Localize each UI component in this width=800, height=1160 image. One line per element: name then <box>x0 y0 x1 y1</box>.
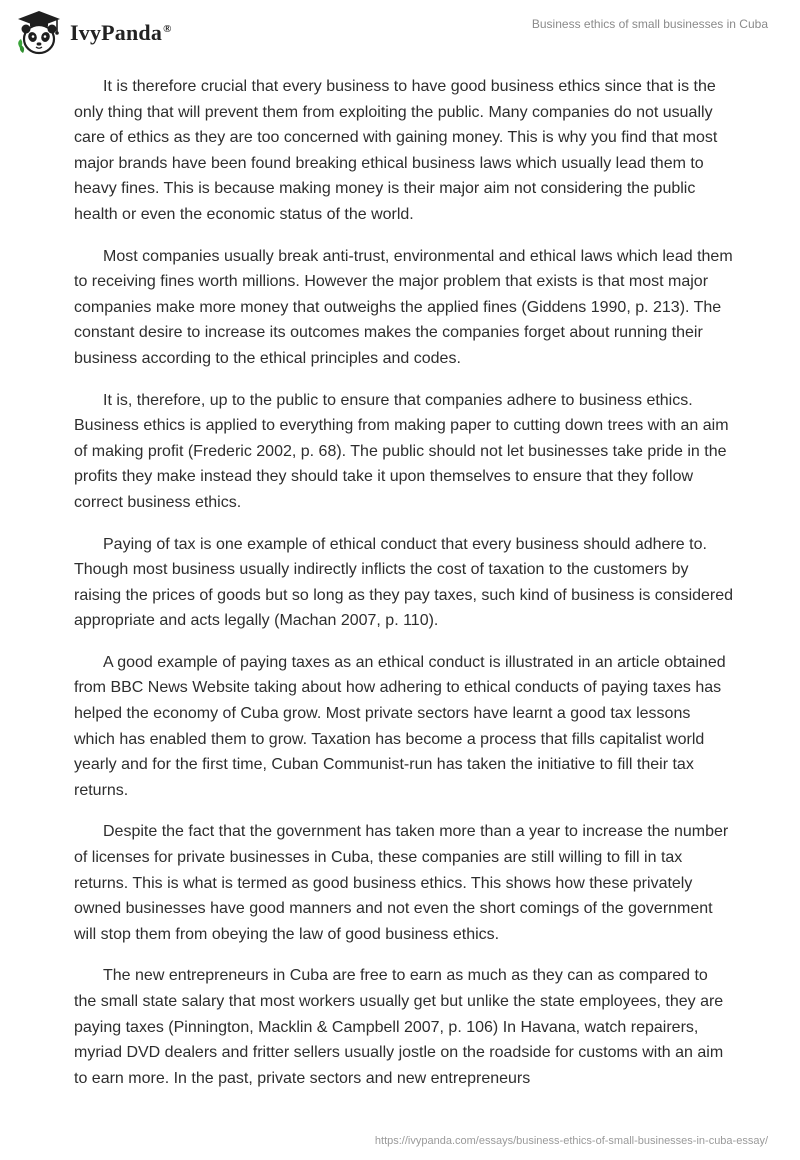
document-title: Business ethics of small businesses in Cuba <box>531 17 768 31</box>
panda-graduation-cap-icon <box>14 8 64 58</box>
ivypanda-logo[interactable] <box>14 8 172 58</box>
paragraph: A good example of paying taxes as an ethical conduct is illustrated in an article obtained from BBC News Website taking about how adhering to ethical conducts of paying taxes has helped the economy of Cuba grow. Most private sectors have learnt a good tax lessons which has enabled them to grow. Taxation has become a process that fills capitalist world yearly and for the first time, Cuban Communist-run has taken the initiative to fill their tax returns. <box>74 653 726 799</box>
paragraph: It is therefore crucial that every business to have good business ethics since that is the only thing that will prevent them from exploiting the public. Many companies do not usually care of ethics as they are too concerned with gaining money. This is why you find that most major brands have been found breaking ethical business laws which usually lead them to heavy fines. This is because making money is their major aim not considering the public health or even the economic status of the world. <box>74 78 718 223</box>
brand-name: IvyPanda® <box>70 20 172 45</box>
paragraph: The new entrepreneurs in Cuba are free to earn as much as they can as compared to the small state salary that most workers usually get but unlike the state employees, they are paying taxes (Pinnington, Macklin & Campbell 2007, p. 106) In Havana, watch repairers, myriad DVD dealers and fritter sellers usually jostle on the roadside for customs with an aim to earn more. In the past, private sectors and new entrepreneurs <box>74 967 724 1087</box>
page-header <box>0 0 800 70</box>
essay-body <box>74 74 734 1107</box>
paragraph: It is, therefore, up to the public to ensure that companies adhere to business ethics. Business ethics is applied to everything from making paper to cutting down trees with an aim of making profit (Frederic 2002, p. 68). The public should not let businesses take pride in the profits they make instead they should take it upon themselves to ensure that they follow correct business ethics. <box>74 391 729 511</box>
paragraph: Most companies usually break anti-trust, environmental and ethical laws which lead them to receiving fines worth millions. However the major problem that exists is that most major companies make more money that outweighs the applied fines (Giddens 1990, p. 213). The constant desire to increase its outcomes makes the companies forget about running their business according to the ethical principles and codes. <box>74 247 733 367</box>
paragraph: Paying of tax is one example of ethical conduct that every business should adhere to. Though most business usually indirectly inflicts the cost of taxation to the customers by raising the prices of goods but so long as they pay taxes, such kind of business is considered appropriate and acts legally (Machan 2007, p. 110). <box>74 535 734 630</box>
paragraph: Despite the fact that the government has taken more than a year to increase the number of licenses for private businesses in Cuba, these companies are still willing to fill in tax returns. This is what is termed as good business ethics. This shows how these privately owned businesses have good manners and not even the short comings of the government will stop them from obeying the law of good business ethics. <box>74 823 729 943</box>
source-url[interactable]: https://ivypanda.com/essays/business-ethics-of-small-businesses-in-cuba-essay/ <box>374 1135 768 1147</box>
